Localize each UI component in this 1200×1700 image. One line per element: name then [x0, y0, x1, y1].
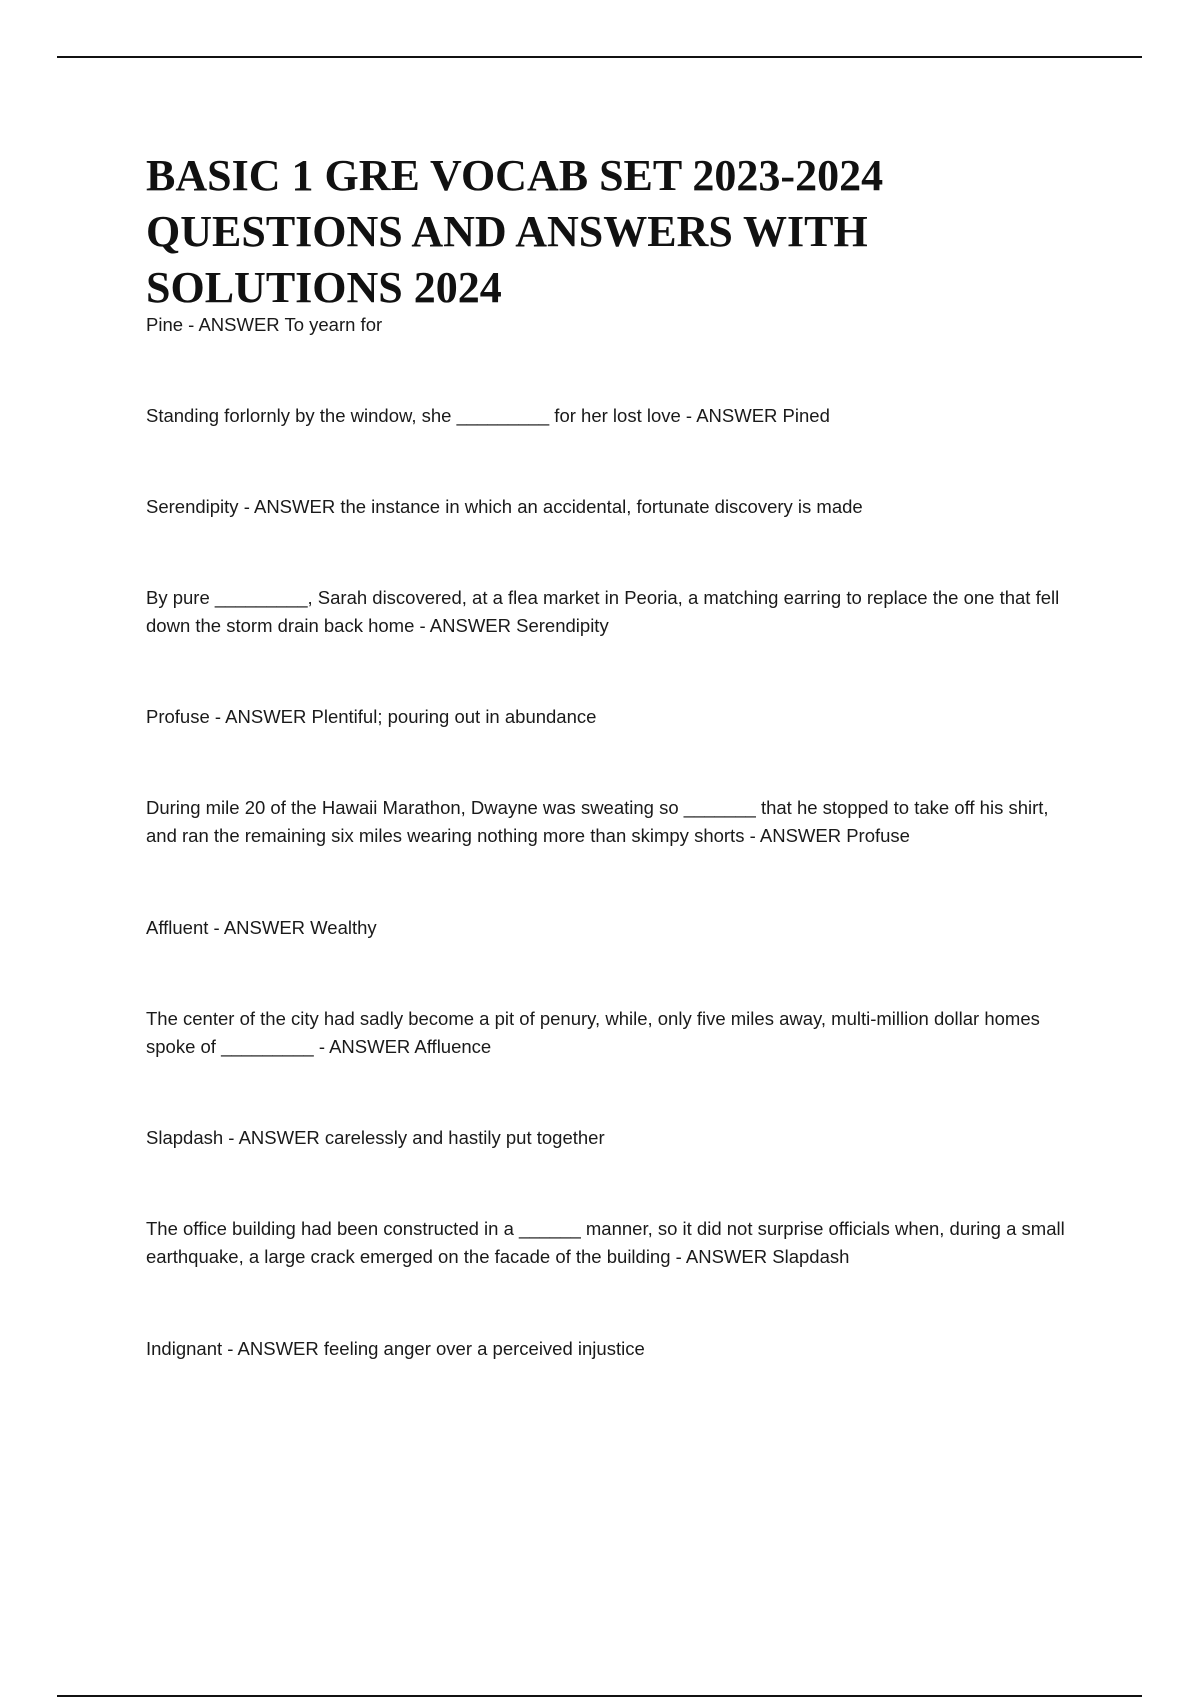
- entry-profuse-definition: Profuse - ANSWER Plentiful; pouring out in abundance: [146, 706, 597, 727]
- title-line: BASIC 1 GRE VOCAB SET 2023-2024: [146, 151, 884, 200]
- title-line: QUESTIONS AND ANSWERS WITH: [146, 207, 868, 256]
- title-line: SOLUTIONS 2024: [146, 263, 502, 312]
- entry-pine-example: Standing forlornly by the window, she _________ for her lost love - ANSWER Pined: [146, 405, 830, 426]
- entry-serendipity-definition: Serendipity - ANSWER the instance in which an accidental, fortunate discovery is made: [146, 496, 863, 517]
- entry-serendipity-example: By pure _________, Sarah discovered, at a flea market in Peoria, a matching earring to replace the one that fell down the storm drain back home - ANSWER Serendipity: [146, 587, 1060, 636]
- entry-slapdash-definition: Slapdash - ANSWER carelessly and hastily put together: [146, 1127, 605, 1148]
- entry-affluent-definition: Affluent - ANSWER Wealthy: [146, 917, 377, 938]
- entry-pine-definition: Pine - ANSWER To yearn for: [146, 314, 383, 335]
- entry-affluent-example: The center of the city had sadly become a pit of penury, while, only five miles away, multi-million dollar homes spoke of _________ - ANSWER Affluence: [146, 1008, 1040, 1057]
- document-title: [146, 148, 1106, 316]
- top-rule: [57, 56, 1142, 58]
- entry-slapdash-example: The office building had been constructed in a ______ manner, so it did not surprise officials when, during a small earthquake, a large crack emerged on the facade of the building - ANSWER Slapdash: [146, 1218, 1065, 1267]
- entry-indignant-definition: Indignant - ANSWER feeling anger over a perceived injustice: [146, 1338, 645, 1359]
- entry-profuse-example: During mile 20 of the Hawaii Marathon, Dwayne was sweating so _______ that he stopped to take off his shirt, and ran the remaining six miles wearing nothing more than skimpy shorts - ANSWER Profuse: [146, 797, 1049, 846]
- bottom-rule: [57, 1695, 1142, 1697]
